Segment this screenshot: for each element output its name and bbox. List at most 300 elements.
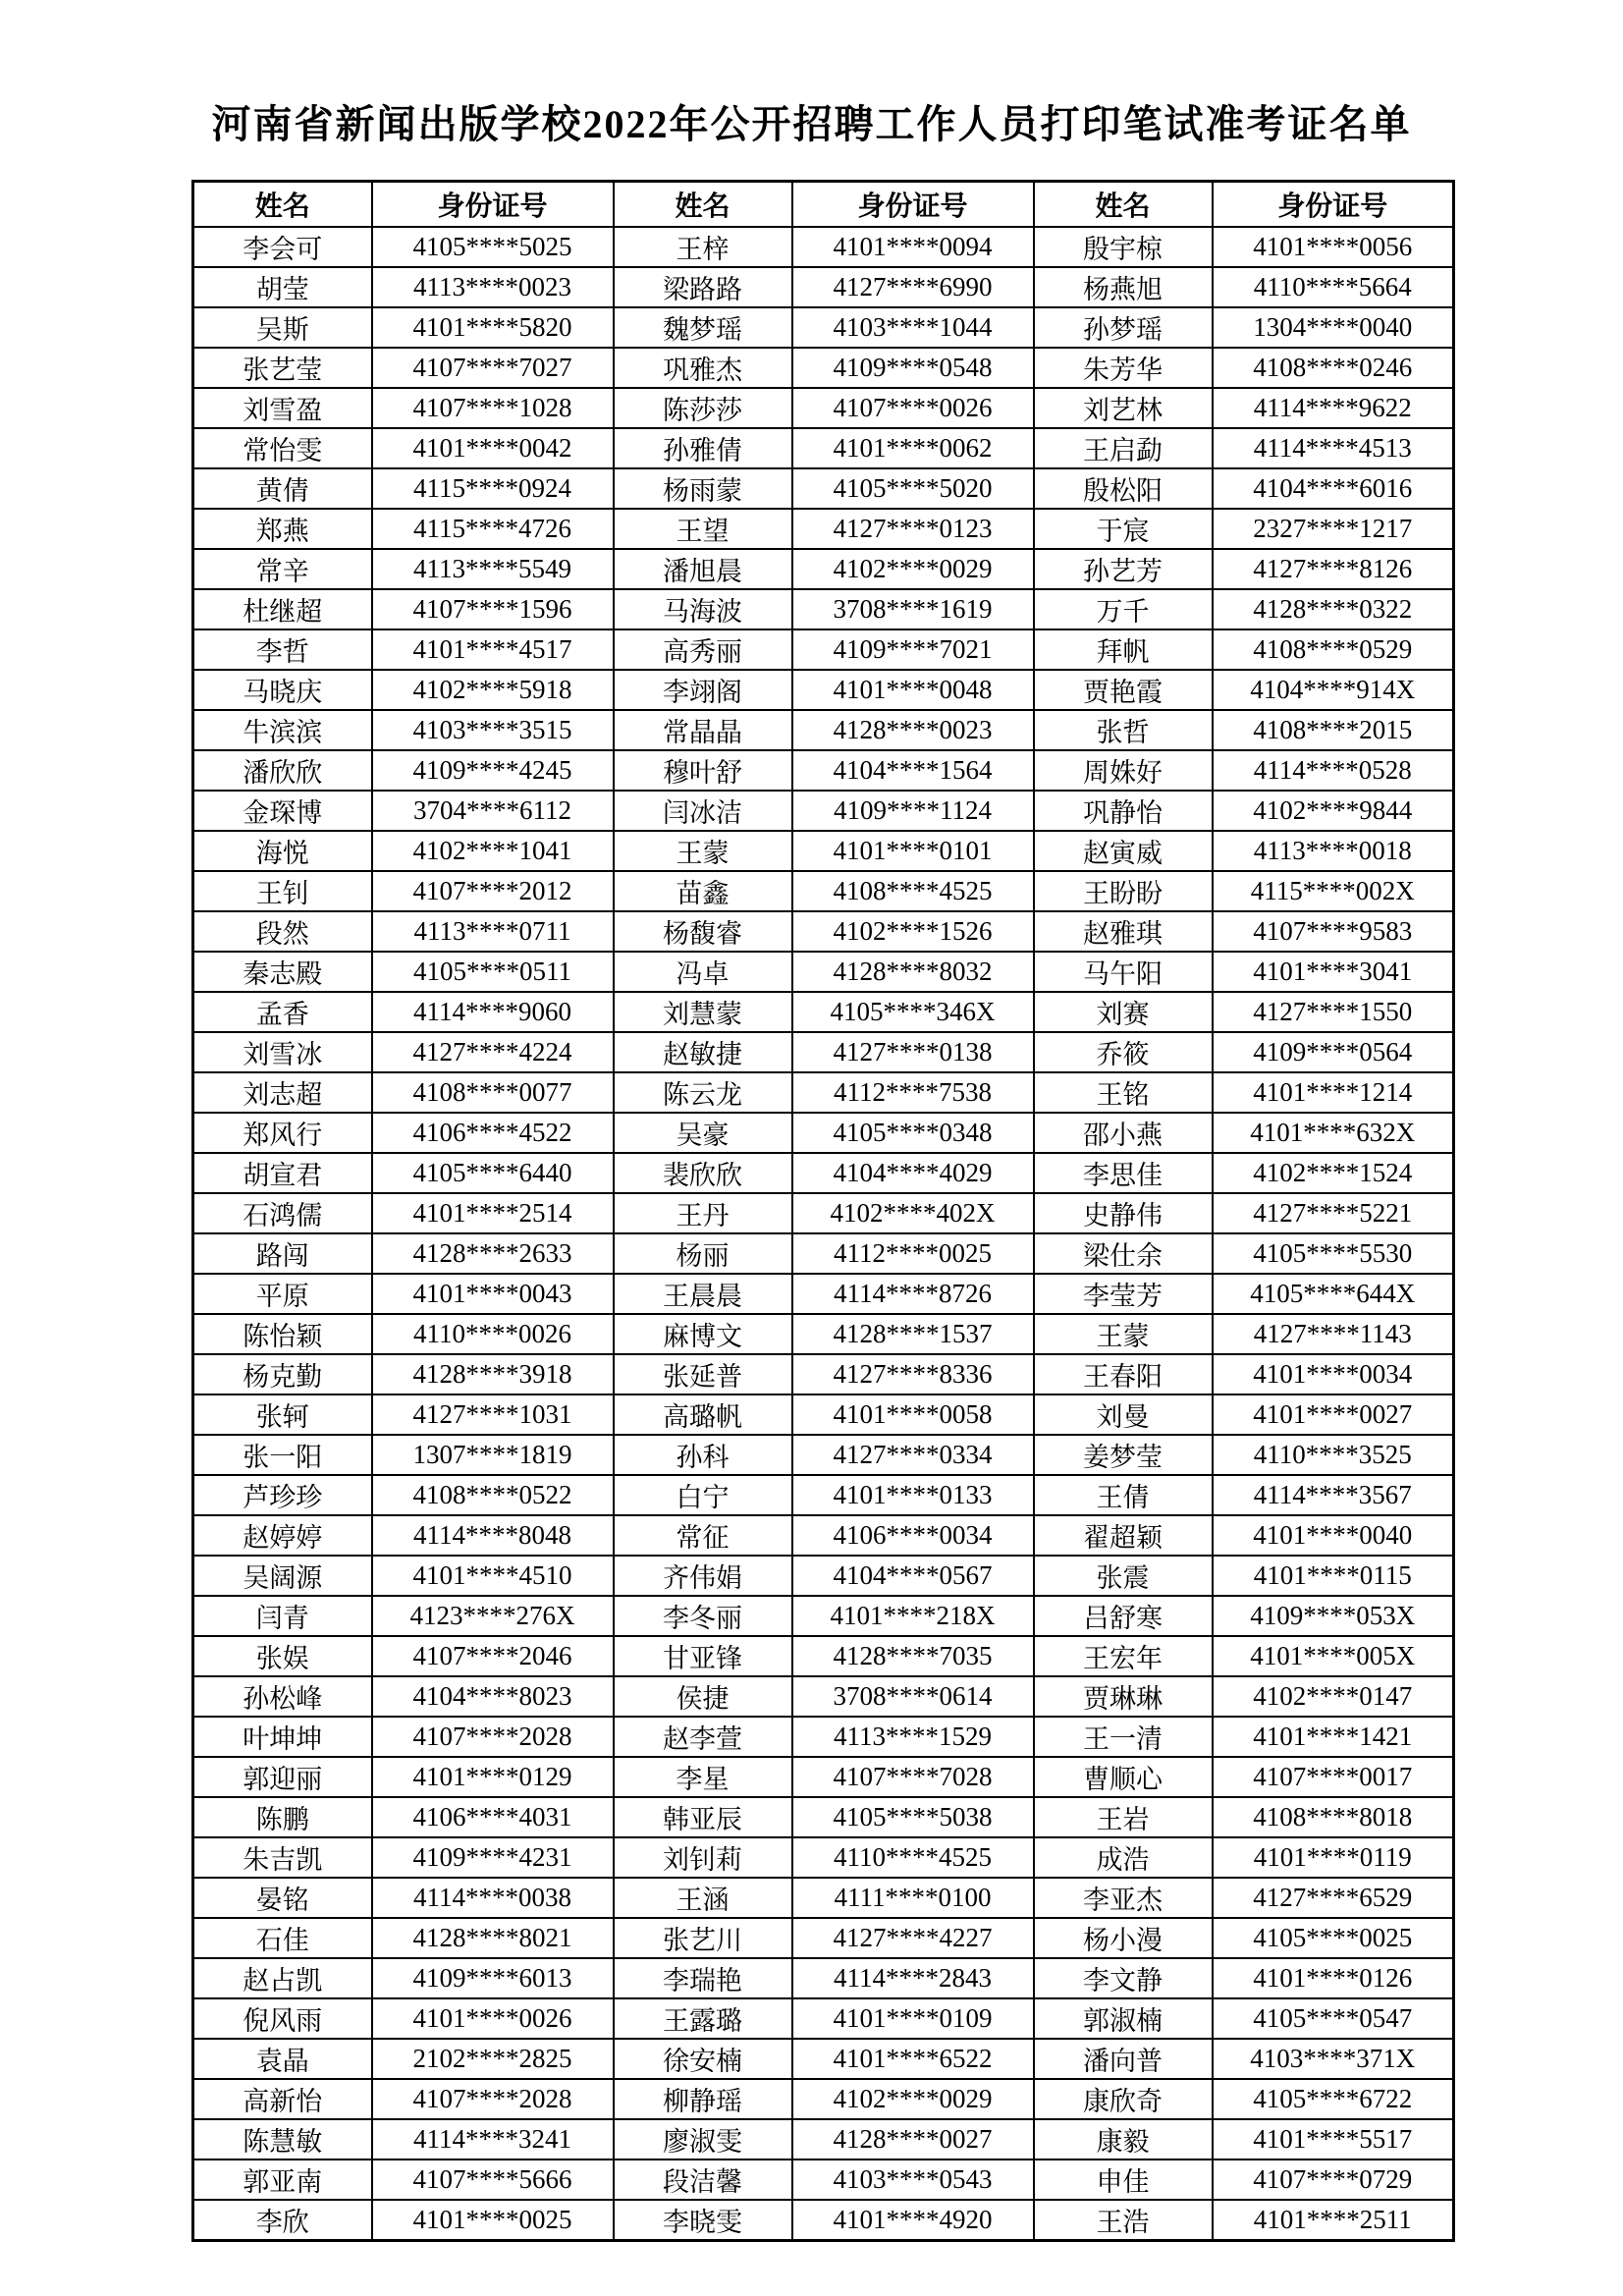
name-cell: 马午阳 (1034, 952, 1213, 992)
name-cell: 王启勐 (1034, 428, 1213, 468)
id-number-cell: 4101****0115 (1213, 1556, 1454, 1596)
name-cell: 邵小燕 (1034, 1113, 1213, 1153)
id-number-cell: 4105****5025 (372, 227, 614, 267)
id-number-cell: 4127****8336 (792, 1354, 1034, 1394)
table-row (193, 871, 1454, 911)
table-row (193, 2159, 1454, 2200)
name-cell: 晏铭 (193, 1878, 372, 1918)
id-number-cell: 4105****644X (1213, 1274, 1454, 1314)
name-cell: 赵占凯 (193, 1958, 372, 1998)
name-cell: 姜梦莹 (1034, 1435, 1213, 1475)
name-cell: 路闯 (193, 1233, 372, 1274)
name-cell: 陈云龙 (614, 1072, 792, 1113)
id-number-cell: 3704****6112 (372, 791, 614, 831)
id-number-cell: 4115****4726 (372, 509, 614, 549)
name-cell: 徐安楠 (614, 2039, 792, 2079)
id-number-cell: 4102****0029 (792, 2079, 1034, 2119)
id-number-cell: 4109****0548 (792, 348, 1034, 388)
name-header: 姓名 (1034, 182, 1213, 228)
id-number-cell: 4107****2012 (372, 871, 614, 911)
id-number-cell: 4101****5820 (372, 307, 614, 348)
name-cell: 平原 (193, 1274, 372, 1314)
name-cell: 成浩 (1034, 1837, 1213, 1878)
table-row (193, 1354, 1454, 1394)
table-row (193, 1998, 1454, 2039)
id-number-cell: 4109****1124 (792, 791, 1034, 831)
table-row (193, 1958, 1454, 1998)
name-cell: 裴欣欣 (614, 1153, 792, 1193)
id-number-cell: 4114****9622 (1213, 388, 1454, 428)
table-row (193, 388, 1454, 428)
table-row (193, 227, 1454, 267)
table-row (193, 2079, 1454, 2119)
name-cell: 倪风雨 (193, 1998, 372, 2039)
name-cell: 王露璐 (614, 1998, 792, 2039)
table-row (193, 1837, 1454, 1878)
name-cell: 吴斯 (193, 307, 372, 348)
id-number-cell: 4108****0077 (372, 1072, 614, 1113)
id-number-cell: 4123****276X (372, 1596, 614, 1636)
name-cell: 齐伟娟 (614, 1556, 792, 1596)
id-number-cell: 4128****0027 (792, 2119, 1034, 2159)
name-cell: 曹顺心 (1034, 1757, 1213, 1797)
id-number-cell: 4105****0025 (1213, 1918, 1454, 1958)
name-cell: 殷松阳 (1034, 468, 1213, 509)
name-cell: 王倩 (1034, 1475, 1213, 1515)
name-cell: 孙科 (614, 1435, 792, 1475)
name-cell: 苗鑫 (614, 871, 792, 911)
id-number-cell: 4105****0348 (792, 1113, 1034, 1153)
id-number-cell: 4110****4525 (792, 1837, 1034, 1878)
name-cell: 于宸 (1034, 509, 1213, 549)
id-number-cell: 4107****0729 (1213, 2159, 1454, 2200)
name-cell: 张延普 (614, 1354, 792, 1394)
id-number-cell: 4101****5517 (1213, 2119, 1454, 2159)
name-cell: 胡莹 (193, 267, 372, 307)
name-cell: 吴阔源 (193, 1556, 372, 1596)
name-cell: 廖淑雯 (614, 2119, 792, 2159)
id-number-cell: 4101****4517 (372, 629, 614, 670)
id-number-cell: 4127****6990 (792, 267, 1034, 307)
name-cell: 张娱 (193, 1636, 372, 1676)
name-cell: 陈怡颖 (193, 1314, 372, 1354)
table-row (193, 348, 1454, 388)
id-number-cell: 4107****0017 (1213, 1757, 1454, 1797)
id-number-cell: 4128****0023 (792, 710, 1034, 750)
id-number-cell: 4104****4029 (792, 1153, 1034, 1193)
name-cell: 张震 (1034, 1556, 1213, 1596)
table-row (193, 509, 1454, 549)
id-number-cell: 4127****6529 (1213, 1878, 1454, 1918)
table-row (193, 549, 1454, 589)
name-cell: 孙艺芳 (1034, 549, 1213, 589)
name-cell: 王蒙 (1034, 1314, 1213, 1354)
id-number-cell: 3708****1619 (792, 589, 1034, 629)
name-cell: 段然 (193, 911, 372, 952)
name-cell: 柳静瑶 (614, 2079, 792, 2119)
id-number-cell: 4128****1537 (792, 1314, 1034, 1354)
id-number-cell: 4101****632X (1213, 1113, 1454, 1153)
name-cell: 张艺莹 (193, 348, 372, 388)
id-number-cell: 4101****3041 (1213, 952, 1454, 992)
id-number-cell: 4101****4920 (792, 2200, 1034, 2241)
id-number-cell: 4102****1526 (792, 911, 1034, 952)
id-number-cell: 4115****002X (1213, 871, 1454, 911)
name-cell: 杨丽 (614, 1233, 792, 1274)
table-row (193, 670, 1454, 710)
name-cell: 牛滨滨 (193, 710, 372, 750)
id-number-cell: 4107****2046 (372, 1636, 614, 1676)
name-cell: 海悦 (193, 831, 372, 871)
table-row (193, 1878, 1454, 1918)
table-row (193, 1596, 1454, 1636)
id-number-cell: 4127****4224 (372, 1032, 614, 1072)
id-number-cell: 4102****0147 (1213, 1676, 1454, 1717)
table-row (193, 791, 1454, 831)
name-cell: 孙梦瑶 (1034, 307, 1213, 348)
id-number-cell: 4127****8126 (1213, 549, 1454, 589)
name-cell: 闫青 (193, 1596, 372, 1636)
id-number-cell: 4101****0026 (372, 1998, 614, 2039)
id-number-cell: 4101****0133 (792, 1475, 1034, 1515)
id-number-cell: 4106****0034 (792, 1515, 1034, 1556)
table-row (193, 2039, 1454, 2079)
name-cell: 赵李萱 (614, 1717, 792, 1757)
name-cell: 刘慧蒙 (614, 992, 792, 1032)
name-cell: 刘曼 (1034, 1394, 1213, 1435)
id-number-cell: 4109****4231 (372, 1837, 614, 1878)
name-cell: 王春阳 (1034, 1354, 1213, 1394)
name-cell: 穆叶舒 (614, 750, 792, 791)
name-cell: 贾艳霞 (1034, 670, 1213, 710)
table-row (193, 307, 1454, 348)
id-number-cell: 4113****5549 (372, 549, 614, 589)
id-number-cell: 4101****6522 (792, 2039, 1034, 2079)
name-cell: 常晶晶 (614, 710, 792, 750)
name-cell: 王钊 (193, 871, 372, 911)
id-number-cell: 4102****5918 (372, 670, 614, 710)
name-cell: 朱吉凯 (193, 1837, 372, 1878)
id-number-cell: 4110****3525 (1213, 1435, 1454, 1475)
name-cell: 吕舒寒 (1034, 1596, 1213, 1636)
id-number-cell: 4110****0026 (372, 1314, 614, 1354)
id-number-cell: 4106****4522 (372, 1113, 614, 1153)
id-number-cell: 4102****0029 (792, 549, 1034, 589)
table-body (193, 227, 1454, 2241)
id-number-cell: 4101****0126 (1213, 1958, 1454, 1998)
table-row (193, 1475, 1454, 1515)
id-number-cell: 4107****5666 (372, 2159, 614, 2200)
name-cell: 拜帆 (1034, 629, 1213, 670)
id-number-cell: 4127****5221 (1213, 1193, 1454, 1233)
id-number-cell: 4113****1529 (792, 1717, 1034, 1757)
id-number-cell: 4107****2028 (372, 1717, 614, 1757)
name-cell: 孙松峰 (193, 1676, 372, 1717)
id-number-cell: 4114****4513 (1213, 428, 1454, 468)
table-row (193, 1717, 1454, 1757)
table-row (193, 1032, 1454, 1072)
id-number-cell: 4114****8726 (792, 1274, 1034, 1314)
table-row (193, 589, 1454, 629)
name-cell: 陈慧敏 (193, 2119, 372, 2159)
id-number-cell: 4101****1214 (1213, 1072, 1454, 1113)
id-number-cell: 4101****0058 (792, 1394, 1034, 1435)
name-cell: 段洁馨 (614, 2159, 792, 2200)
id-number-cell: 4111****0100 (792, 1878, 1034, 1918)
id-number-cell: 4109****6013 (372, 1958, 614, 1998)
table-row (193, 1636, 1454, 1676)
name-cell: 王浩 (1034, 2200, 1213, 2241)
table-row (193, 468, 1454, 509)
name-cell: 黄倩 (193, 468, 372, 509)
name-header: 姓名 (614, 182, 792, 228)
name-cell: 李星 (614, 1757, 792, 1797)
id-number-cell: 4107****1028 (372, 388, 614, 428)
id-number-cell: 2327****1217 (1213, 509, 1454, 549)
id-number-cell: 4114****8048 (372, 1515, 614, 1556)
table-row (193, 1394, 1454, 1435)
name-cell: 刘艺林 (1034, 388, 1213, 428)
id-number-cell: 4102****1524 (1213, 1153, 1454, 1193)
name-cell: 赵敏捷 (614, 1032, 792, 1072)
id-number-cell: 4104****0567 (792, 1556, 1034, 1596)
id-number-cell: 4108****2015 (1213, 710, 1454, 750)
name-cell: 秦志殿 (193, 952, 372, 992)
id-number-header: 身份证号 (1213, 182, 1454, 228)
name-cell: 陈鹏 (193, 1797, 372, 1837)
name-cell: 刘雪盈 (193, 388, 372, 428)
name-cell: 梁路路 (614, 267, 792, 307)
name-cell: 石鸿儒 (193, 1193, 372, 1233)
id-number-cell: 4112****7538 (792, 1072, 1034, 1113)
id-number-cell: 4102****1041 (372, 831, 614, 871)
id-number-cell: 4113****0711 (372, 911, 614, 952)
id-number-cell: 4110****5664 (1213, 267, 1454, 307)
name-cell: 李冬丽 (614, 1596, 792, 1636)
id-number-cell: 4108****0246 (1213, 348, 1454, 388)
table-row (193, 1274, 1454, 1314)
id-number-cell: 4114****0038 (372, 1878, 614, 1918)
id-number-cell: 4101****0034 (1213, 1354, 1454, 1394)
name-cell: 冯卓 (614, 952, 792, 992)
id-number-cell: 4105****5020 (792, 468, 1034, 509)
table-row (193, 2119, 1454, 2159)
name-cell: 刘钊莉 (614, 1837, 792, 1878)
id-number-cell: 4106****4031 (372, 1797, 614, 1837)
id-number-cell: 4108****4525 (792, 871, 1034, 911)
name-cell: 叶坤坤 (193, 1717, 372, 1757)
table-row (193, 1918, 1454, 1958)
table-row (193, 1233, 1454, 1274)
id-number-cell: 4105****0547 (1213, 1998, 1454, 2039)
id-number-cell: 2102****2825 (372, 2039, 614, 2079)
id-number-cell: 4107****9583 (1213, 911, 1454, 952)
id-number-cell: 4114****3567 (1213, 1475, 1454, 1515)
name-cell: 巩静怡 (1034, 791, 1213, 831)
id-number-cell: 4101****005X (1213, 1636, 1454, 1676)
id-number-cell: 4101****0109 (792, 1998, 1034, 2039)
id-number-cell: 4101****0027 (1213, 1394, 1454, 1435)
id-number-cell: 4104****6016 (1213, 468, 1454, 509)
name-cell: 胡宣君 (193, 1153, 372, 1193)
id-number-cell: 4101****2511 (1213, 2200, 1454, 2241)
id-number-cell: 4101****1421 (1213, 1717, 1454, 1757)
name-cell: 万千 (1034, 589, 1213, 629)
id-number-cell: 4114****2843 (792, 1958, 1034, 1998)
id-number-cell: 4101****0119 (1213, 1837, 1454, 1878)
id-number-cell: 4115****0924 (372, 468, 614, 509)
table-row (193, 952, 1454, 992)
name-cell: 郭淑楠 (1034, 1998, 1213, 2039)
id-number-cell: 4101****218X (792, 1596, 1034, 1636)
name-cell: 杨燕旭 (1034, 267, 1213, 307)
id-number-cell: 4127****0123 (792, 509, 1034, 549)
name-cell: 刘雪冰 (193, 1032, 372, 1072)
id-number-cell: 4114****9060 (372, 992, 614, 1032)
name-cell: 李会可 (193, 227, 372, 267)
name-cell: 郑燕 (193, 509, 372, 549)
name-cell: 赵寅威 (1034, 831, 1213, 871)
name-cell: 殷宇椋 (1034, 227, 1213, 267)
name-cell: 张艺川 (614, 1918, 792, 1958)
name-cell: 申佳 (1034, 2159, 1213, 2200)
id-number-cell: 4108****0522 (372, 1475, 614, 1515)
id-number-cell: 4103****0543 (792, 2159, 1034, 2200)
name-cell: 潘向普 (1034, 2039, 1213, 2079)
id-number-cell: 4103****1044 (792, 307, 1034, 348)
name-cell: 郑风行 (193, 1113, 372, 1153)
table-row (193, 911, 1454, 952)
id-number-cell: 4103****3515 (372, 710, 614, 750)
name-cell: 王梓 (614, 227, 792, 267)
id-number-cell: 4101****0129 (372, 1757, 614, 1797)
id-number-cell: 4127****1031 (372, 1394, 614, 1435)
id-number-cell: 4107****7027 (372, 348, 614, 388)
id-number-cell: 4101****0025 (372, 2200, 614, 2241)
name-cell: 赵雅琪 (1034, 911, 1213, 952)
name-cell: 赵婷婷 (193, 1515, 372, 1556)
name-cell: 孙雅倩 (614, 428, 792, 468)
table-row (193, 1072, 1454, 1113)
id-number-cell: 4128****8021 (372, 1918, 614, 1958)
name-cell: 李翊阁 (614, 670, 792, 710)
id-number-cell: 4105****0511 (372, 952, 614, 992)
id-number-cell: 4107****1596 (372, 589, 614, 629)
id-number-cell: 4101****0094 (792, 227, 1034, 267)
id-number-cell: 4105****5038 (792, 1797, 1034, 1837)
name-cell: 杨小漫 (1034, 1918, 1213, 1958)
name-cell: 金琛博 (193, 791, 372, 831)
name-cell: 王一清 (1034, 1717, 1213, 1757)
name-cell: 王望 (614, 509, 792, 549)
id-number-cell: 4104****8023 (372, 1676, 614, 1717)
id-number-cell: 4107****7028 (792, 1757, 1034, 1797)
table-row (193, 750, 1454, 791)
name-cell: 韩亚辰 (614, 1797, 792, 1837)
id-number-cell: 4105****6722 (1213, 2079, 1454, 2119)
table-row (193, 2200, 1454, 2241)
name-cell: 郭亚南 (193, 2159, 372, 2200)
name-cell: 李文静 (1034, 1958, 1213, 1998)
table-row (193, 1757, 1454, 1797)
table-row (193, 1153, 1454, 1193)
name-cell: 常辛 (193, 549, 372, 589)
id-number-cell: 1304****0040 (1213, 307, 1454, 348)
name-cell: 贾琳琳 (1034, 1676, 1213, 1717)
table-row (193, 428, 1454, 468)
name-cell: 高璐帆 (614, 1394, 792, 1435)
name-cell: 刘志超 (193, 1072, 372, 1113)
id-number-cell: 4107****0026 (792, 388, 1034, 428)
name-cell: 李晓雯 (614, 2200, 792, 2241)
id-number-cell: 4101****4510 (372, 1556, 614, 1596)
id-number-cell: 3708****0614 (792, 1676, 1034, 1717)
name-header: 姓名 (193, 182, 372, 228)
name-cell: 史静伟 (1034, 1193, 1213, 1233)
id-number-cell: 4113****0018 (1213, 831, 1454, 871)
name-cell: 芦珍珍 (193, 1475, 372, 1515)
id-number-cell: 4128****2633 (372, 1233, 614, 1274)
name-cell: 王晨晨 (614, 1274, 792, 1314)
id-number-cell: 4101****0048 (792, 670, 1034, 710)
name-cell: 孟香 (193, 992, 372, 1032)
id-number-cell: 4128****7035 (792, 1636, 1034, 1676)
name-cell: 康毅 (1034, 2119, 1213, 2159)
name-cell: 吴豪 (614, 1113, 792, 1153)
name-cell: 乔筱 (1034, 1032, 1213, 1072)
table-row (193, 629, 1454, 670)
id-number-cell: 4107****2028 (372, 2079, 614, 2119)
name-cell: 陈莎莎 (614, 388, 792, 428)
name-cell: 杜继超 (193, 589, 372, 629)
id-number-cell: 4101****0040 (1213, 1515, 1454, 1556)
name-cell: 李思佳 (1034, 1153, 1213, 1193)
table-row (193, 1676, 1454, 1717)
table-row (193, 1556, 1454, 1596)
name-cell: 麻博文 (614, 1314, 792, 1354)
id-number-cell: 4127****0138 (792, 1032, 1034, 1072)
id-number-cell: 4113****0023 (372, 267, 614, 307)
name-cell: 王岩 (1034, 1797, 1213, 1837)
id-number-cell: 4105****346X (792, 992, 1034, 1032)
id-number-cell: 4127****1550 (1213, 992, 1454, 1032)
name-cell: 石佳 (193, 1918, 372, 1958)
name-cell: 常怡雯 (193, 428, 372, 468)
name-cell: 康欣奇 (1034, 2079, 1213, 2119)
table-row (193, 1797, 1454, 1837)
table-header-row (193, 182, 1454, 228)
id-number-cell: 4102****9844 (1213, 791, 1454, 831)
id-number-cell: 4102****402X (792, 1193, 1034, 1233)
name-cell: 杨雨蒙 (614, 468, 792, 509)
name-cell: 张哲 (1034, 710, 1213, 750)
id-number-cell: 4109****7021 (792, 629, 1034, 670)
name-cell: 杨馥睿 (614, 911, 792, 952)
name-cell: 王蒙 (614, 831, 792, 871)
name-cell: 刘赛 (1034, 992, 1213, 1032)
id-number-cell: 4103****371X (1213, 2039, 1454, 2079)
table-row (193, 1193, 1454, 1233)
name-cell: 翟超颖 (1034, 1515, 1213, 1556)
name-cell: 魏梦瑶 (614, 307, 792, 348)
id-number-cell: 4101****2514 (372, 1193, 614, 1233)
id-number-cell: 4108****8018 (1213, 1797, 1454, 1837)
name-cell: 潘旭晨 (614, 549, 792, 589)
name-cell: 李欣 (193, 2200, 372, 2241)
name-cell: 王涵 (614, 1878, 792, 1918)
id-number-cell: 4112****0025 (792, 1233, 1034, 1274)
admission-ticket-roster-table (191, 180, 1455, 2242)
